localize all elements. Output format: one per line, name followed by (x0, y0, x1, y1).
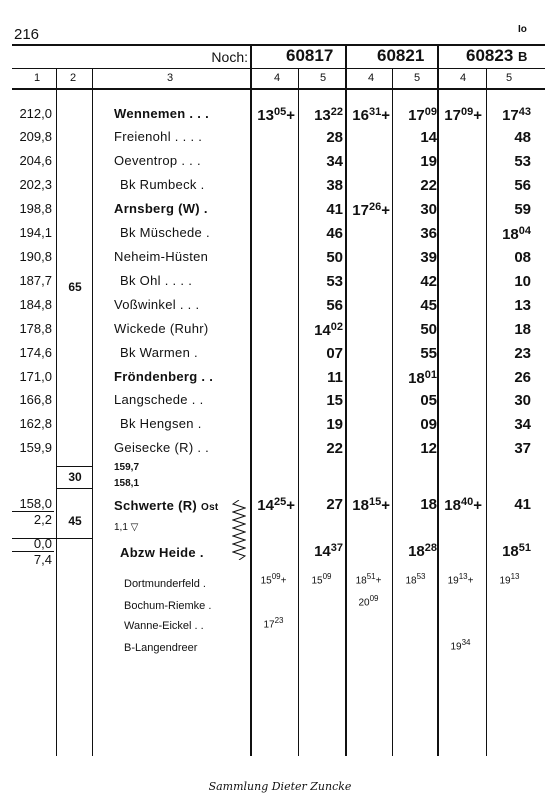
time-cell-small: $19^{13}+$ (447, 572, 474, 587)
km-value: 174,6 (19, 345, 52, 360)
time-cell: 05 (420, 392, 437, 409)
time-cell: 53 (514, 153, 531, 170)
time-cell: 34 (326, 153, 343, 170)
train-number-3: 60823 B (466, 46, 528, 65)
speed-limit-30: 30 (68, 470, 82, 484)
km-value: 212,0 (19, 106, 52, 121)
destination-name: Dortmunderfeld . (124, 578, 206, 590)
col-header-5a: 5 (319, 72, 327, 84)
page-number: 216 (14, 26, 40, 43)
km-value: 184,8 (19, 297, 52, 312)
time-cell: 23 (514, 345, 531, 362)
station-name: Arnsberg (W) . (114, 201, 208, 216)
col-header-3: 3 (166, 72, 174, 84)
station-name: Freienohl . . . . (114, 129, 203, 144)
time-cell: $14^{25}+$ (257, 496, 295, 514)
time-cell: $13^{05}+$ (257, 106, 295, 124)
time-cell-small: $20^{09}$ (358, 594, 379, 609)
station-name: Wennemen . . . (114, 106, 209, 121)
speed-rule-2 (56, 488, 93, 489)
col-header-5b: 5 (413, 72, 421, 84)
km-value: 2,2 (33, 512, 52, 527)
time-cell-small: $19^{34}$ (450, 638, 471, 653)
col-header-2: 2 (69, 72, 77, 84)
time-cell: 34 (514, 416, 531, 433)
rule-col4b (392, 68, 393, 756)
km-value: 0,0 (33, 536, 52, 551)
time-cell: $18^{04}$ (502, 225, 531, 243)
rule-col3 (250, 44, 252, 756)
time-cell: 39 (420, 249, 437, 266)
destination-name: Wanne-Eickel . . (124, 620, 204, 632)
destination-name: B-Langendreer (124, 642, 198, 654)
col-header-4c: 4 (459, 72, 467, 84)
col-header-5c: 5 (505, 72, 513, 84)
km-value: 187,7 (19, 273, 52, 288)
time-cell: 18 (514, 321, 531, 338)
time-cell: 38 (326, 177, 343, 194)
destination-name: Bochum-Riemke . (124, 600, 212, 612)
time-cell: 12 (420, 440, 437, 457)
speed-rule-1 (56, 466, 93, 467)
time-cell: 22 (420, 177, 437, 194)
km-marker-159-7: 159,7 (114, 462, 140, 473)
station-name: Langschede . . (114, 392, 204, 407)
time-cell: 37 (514, 440, 531, 457)
rule-col2 (92, 68, 93, 756)
station-name: Wickede (Ruhr) (114, 321, 209, 336)
time-cell-small: $15^{09}$ (311, 572, 332, 587)
time-cell-small: $18^{51}+$ (355, 572, 382, 587)
time-cell: 50 (326, 249, 343, 266)
speed-limit-45: 45 (68, 514, 82, 528)
time-cell: $14^{02}$ (314, 321, 343, 339)
km-value: 166,8 (19, 392, 52, 407)
train-number-1: 60817 (286, 46, 334, 65)
time-cell: 10 (514, 273, 531, 290)
station-name: Oeventrop . . . (114, 153, 201, 168)
time-cell: 56 (514, 177, 531, 194)
rule-col4a (298, 68, 299, 756)
time-cell: $17^{09}+$ (444, 106, 482, 124)
km-value: 202,3 (19, 177, 52, 192)
time-cell: 22 (326, 440, 343, 457)
time-cell: 18 (420, 496, 437, 513)
time-cell: $17^{43}$ (502, 106, 531, 124)
time-cell: $18^{40}+$ (444, 496, 482, 514)
time-cell: 19 (420, 153, 437, 170)
time-cell: $14^{37}$ (314, 542, 343, 560)
time-cell: $13^{22}$ (314, 106, 343, 124)
col-header-4b: 4 (367, 72, 375, 84)
time-cell: 55 (420, 345, 437, 362)
collection-credit: Sammlung Dieter Zuncke (208, 780, 352, 793)
rule-col1 (56, 68, 57, 756)
time-cell: 41 (326, 201, 343, 218)
km-value: 198,8 (19, 201, 52, 216)
time-cell-small: $19^{13}$ (499, 572, 520, 587)
time-cell: 27 (326, 496, 343, 513)
time-cell: $18^{28}$ (408, 542, 437, 560)
time-cell: 53 (326, 273, 343, 290)
km-value: 194,1 (19, 225, 52, 240)
station-name: Schwerte (R) Ost (114, 498, 219, 513)
time-cell: 45 (420, 297, 437, 314)
km-value: 190,8 (19, 249, 52, 264)
station-name: Bk Warmen . (120, 345, 198, 360)
time-cell: 28 (326, 129, 343, 146)
speed-limit-65: 65 (68, 280, 82, 294)
rule-train2 (345, 44, 347, 756)
station-name: Bk Hengsen . (120, 416, 202, 431)
time-cell: 46 (326, 225, 343, 242)
km-value: 209,8 (19, 129, 52, 144)
station-name: Voßwinkel . . . (114, 297, 200, 312)
station-name: Bk Rumbeck . (120, 177, 205, 192)
km-value: 7,4 (33, 552, 52, 567)
km-value: 204,6 (19, 153, 52, 168)
time-cell: $18^{01}$ (408, 369, 437, 387)
km-value: 159,9 (19, 440, 52, 455)
time-cell: 19 (326, 416, 343, 433)
time-cell-small: $15^{09}+$ (260, 572, 287, 587)
time-cell: 14 (420, 129, 437, 146)
time-cell: 13 (514, 297, 531, 314)
time-cell: $18^{15}+$ (352, 496, 390, 514)
station-name: Geisecke (R) . . (114, 440, 210, 455)
station-name: Abzw Heide . (120, 545, 204, 560)
time-cell: 07 (326, 345, 343, 362)
time-cell: 50 (420, 321, 437, 338)
time-cell: $18^{51}$ (502, 542, 531, 560)
time-cell: 48 (514, 129, 531, 146)
time-cell: 26 (514, 369, 531, 386)
km-value: 158,0 (19, 496, 52, 511)
col-header-1: 1 (33, 72, 41, 84)
time-cell: $17^{26}+$ (352, 201, 390, 219)
rule-col4c (486, 68, 487, 756)
km-value: 171,0 (19, 369, 52, 384)
time-cell: $17^{09}$ (408, 106, 437, 124)
time-cell: 15 (326, 392, 343, 409)
time-cell: $16^{31}+$ (352, 106, 390, 124)
time-cell: 56 (326, 297, 343, 314)
station-name: Bk Müschede . (120, 225, 210, 240)
time-cell: 09 (420, 416, 437, 433)
time-cell: 36 (420, 225, 437, 242)
time-cell: 30 (514, 392, 531, 409)
time-cell: 59 (514, 201, 531, 218)
time-cell: 11 (327, 369, 343, 386)
time-cell-small: $18^{53}$ (405, 572, 426, 587)
time-cell: 41 (514, 496, 531, 513)
km-value: 162,8 (19, 416, 52, 431)
time-cell: 08 (514, 249, 531, 266)
train-number-2: 60821 (377, 46, 425, 65)
time-cell: 30 (420, 201, 437, 218)
corner-mark: Io (518, 24, 527, 35)
station-name: Bk Ohl . . . . (120, 273, 193, 288)
time-cell: 42 (420, 273, 437, 290)
time-cell-small: $17^{23}$ (263, 616, 284, 631)
station-name: Fröndenberg . . (114, 369, 214, 384)
noch-label: Noch: (211, 49, 248, 65)
station-name: Neheim-Hüsten (114, 249, 209, 264)
single-track-zigzag-icon (232, 500, 246, 560)
col-header-4a: 4 (273, 72, 281, 84)
km-marker-1-1: 1,1 ▽ (114, 522, 139, 533)
km-marker-158-1: 158,1 (114, 478, 140, 489)
km-value: 178,8 (19, 321, 52, 336)
